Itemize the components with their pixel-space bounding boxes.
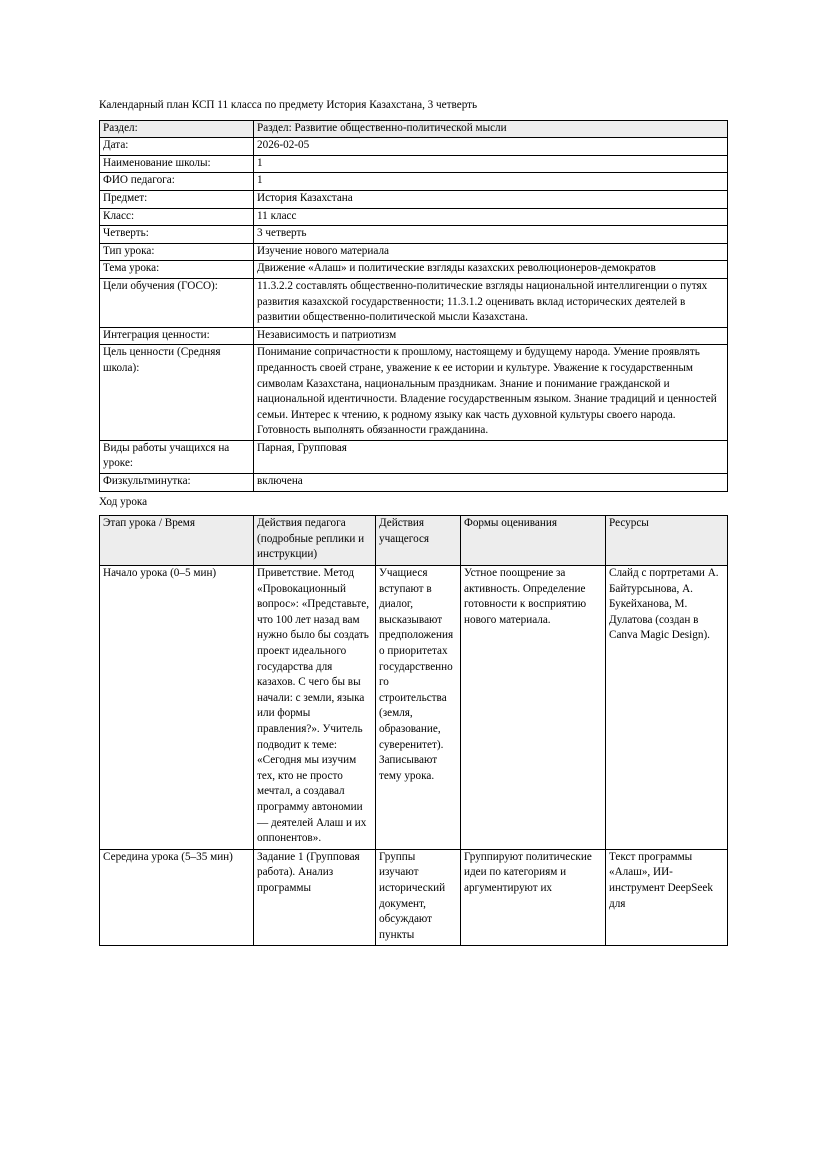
info-table-body — [100, 120, 728, 491]
teacher-actions-cell: Приветствие. Метод «Провокационный вопрос»: «Представьте, что 100 лет назад вам нужно было бы создать проект идеального государства для казахов. С чего бы вы начали: с земли, языка или формы правления?». Учитель подводит к теме: «Сегодня мы изучим тех, кто не просто мечтал, а создавал программу автономии — деятелей Алаш и их оппонентов». — [254, 566, 376, 850]
student-actions-cell: Учащиеся вступают в диалог, высказывают предположения о приоритетах государственного строительства (земля, образование, суверенитет). Записывают тему урока. — [376, 566, 461, 850]
table-row — [100, 261, 728, 279]
info-label-cell: Класс: — [100, 208, 254, 226]
lesson-flow-heading: Ход урока — [99, 495, 148, 508]
table-row — [100, 190, 728, 208]
column-header-resources: Ресурсы — [606, 516, 728, 566]
info-label-cell: Четверть: — [100, 226, 254, 244]
info-label-cell: Тип урока: — [100, 243, 254, 261]
info-value-cell: 11 класс — [254, 208, 728, 226]
resources-cell: Текст программы «Алаш», ИИ-инструмент DeepSeek для — [606, 849, 728, 946]
info-label-cell: Интеграция ценности: — [100, 327, 254, 345]
table-row — [100, 440, 728, 473]
info-value-cell: Движение «Алаш» и политические взгляды казахских революционеров-демократов — [254, 261, 728, 279]
info-label-cell: Виды работы учащихся на уроке: — [100, 440, 254, 473]
column-header-student-actions: Действия учащегося — [376, 516, 461, 566]
info-value-cell: 1 — [254, 173, 728, 191]
info-label-cell: Цель ценности (Средняя школа): — [100, 345, 254, 441]
page-content — [99, 98, 727, 946]
info-label-cell: Раздел: — [100, 120, 254, 138]
column-header-stage: Этап урока / Время — [100, 516, 254, 566]
info-value-cell: История Казахстана — [254, 190, 728, 208]
info-value-cell: Понимание сопричастности к прошлому, настоящему и будущему народа. Умение проявлять преданность своей стране, уважение к ее истории и культуре. Уважение к государственным символам Казахстана, национальным праздникам. Знание и понимание гражданской и национальной идентичности. Владение государственным языком. Знание традиций и ценностей семьи. Интерес к чтению, к родному языку как часть духовной культуры своего народа. Готовность выполнять обязанности гражданина. — [254, 345, 728, 441]
info-value-cell: 3 четверть — [254, 226, 728, 244]
info-label-cell: Физкультминутка: — [100, 474, 254, 492]
stage-cell: Начало урока (0–5 мин) — [100, 566, 254, 850]
table-row — [100, 474, 728, 492]
table-row — [100, 327, 728, 345]
info-value-cell: Независимость и патриотизм — [254, 327, 728, 345]
table-row — [100, 155, 728, 173]
table-row — [100, 345, 728, 441]
table-row — [100, 173, 728, 191]
lesson-table-body — [100, 566, 728, 946]
info-value-cell: Раздел: Развитие общественно-политической мысли — [254, 120, 728, 138]
teacher-actions-cell: Задание 1 (Групповая работа). Анализ программы — [254, 849, 376, 946]
info-value-cell: 1 — [254, 155, 728, 173]
table-header-row — [100, 516, 728, 566]
table-row — [100, 226, 728, 244]
table-row — [100, 849, 728, 946]
info-label-cell: Дата: — [100, 138, 254, 156]
student-actions-cell: Группы изучают исторический документ, обсуждают пункты — [376, 849, 461, 946]
info-value-cell: 11.3.2.2 составлять общественно-политические взгляды национальной интеллигенции о путях развития казахской государственности; 11.3.1.2 оценивать вклад исторических деятелей в развитии общественно-политической мысли Казахстана. — [254, 278, 728, 327]
info-value-cell: 2026-02-05 — [254, 138, 728, 156]
resources-cell: Слайд с портретами А. Байтурсынова, А. Букейханова, М. Дулатова (создан в Canva Magic Design). — [606, 566, 728, 850]
table-row — [100, 566, 728, 850]
info-value-cell: Парная, Групповая — [254, 440, 728, 473]
column-header-teacher-actions: Действия педагога (подробные реплики и инструкции) — [254, 516, 376, 566]
lesson-info-table — [99, 120, 728, 492]
assessment-cell: Группируют политические идеи по категориям и аргументируют их — [461, 849, 606, 946]
table-row — [100, 278, 728, 327]
info-value-cell: Изучение нового материала — [254, 243, 728, 261]
assessment-cell: Устное поощрение за активность. Определение готовности к восприятию нового материала. — [461, 566, 606, 850]
table-row — [100, 120, 728, 138]
info-label-cell: Цели обучения (ГОСО): — [100, 278, 254, 327]
stage-cell: Середина урока (5–35 мин) — [100, 849, 254, 946]
lesson-flow-table — [99, 515, 728, 946]
table-row — [100, 138, 728, 156]
info-label-cell: Наименование школы: — [100, 155, 254, 173]
info-value-cell: включена — [254, 474, 728, 492]
table-row — [100, 243, 728, 261]
page-title: Календарный план КСП 11 класса по предмету История Казахстана, 3 четверть — [99, 99, 478, 111]
info-label-cell: Тема урока: — [100, 261, 254, 279]
info-label-cell: ФИО педагога: — [100, 173, 254, 191]
info-label-cell: Предмет: — [100, 190, 254, 208]
column-header-assessment-forms: Формы оценивания — [461, 516, 606, 566]
lesson-table-head — [100, 516, 728, 566]
table-row — [100, 208, 728, 226]
